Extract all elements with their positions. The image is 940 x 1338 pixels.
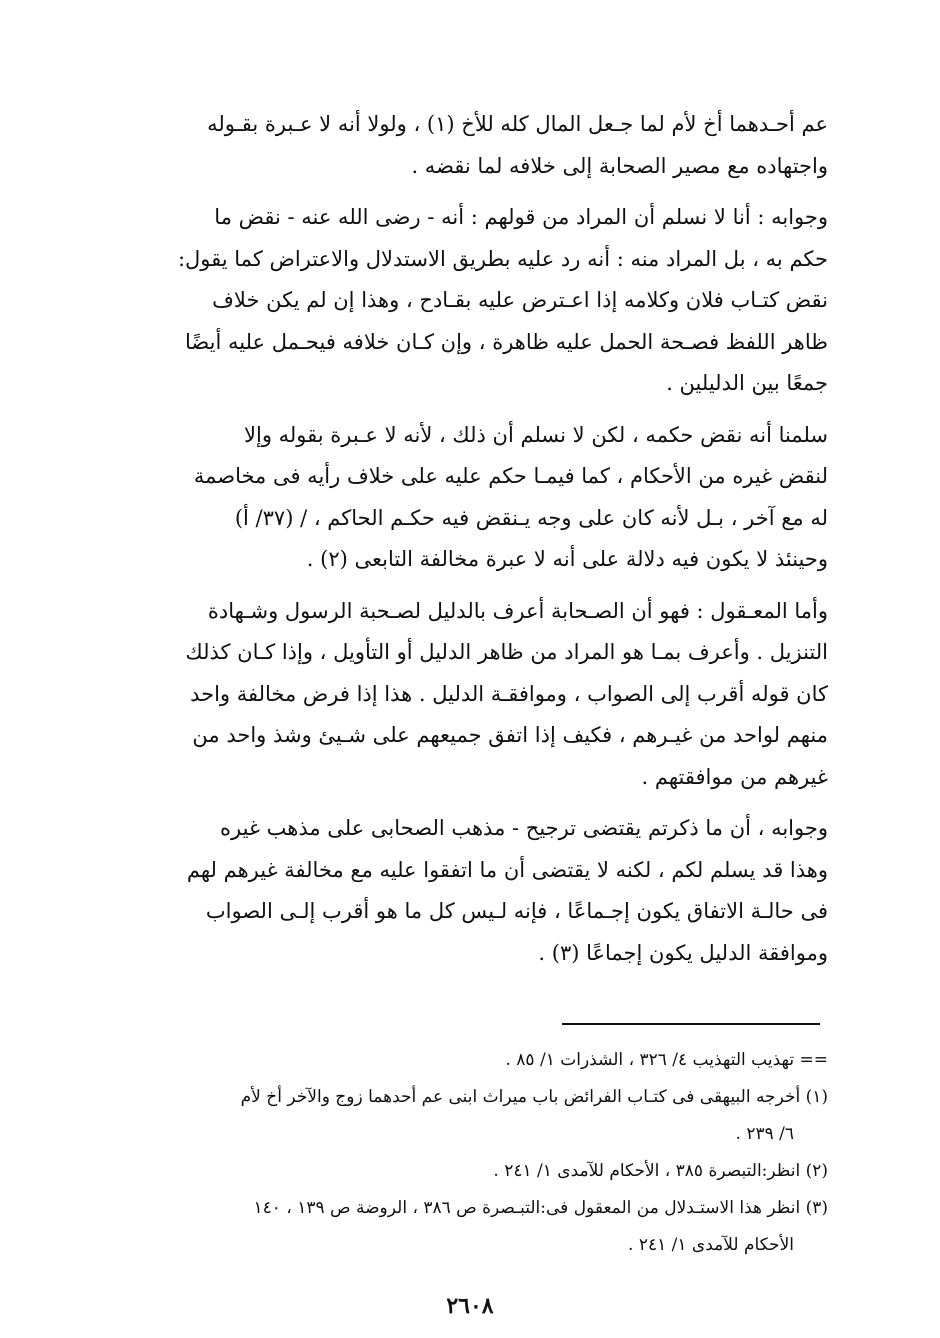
text-line: وجوابه : أنا لا نسلم أن المراد من قولهم : أنه - رضى الله عنه - نقض ما — [214, 205, 828, 229]
text-line: وموافقة الدليل يكون إجماعًا (٣) . — [538, 940, 828, 965]
text-line: وأما المعـقول : فهو أن الصـحابة أعرف بالدليل لصـحبة الرسول وشـهادة — [207, 598, 828, 623]
footnote-1-continued: ٦/ ٢٣٩ . — [735, 1124, 794, 1144]
main-text — [118, 104, 828, 984]
footnote-separator — [562, 1023, 820, 1025]
text-line: حكم به ، بل المراد منه : أنه رد عليه بطريق الاستدلال والاعتراض كما يقول: — [177, 246, 828, 271]
paragraph-3 — [118, 415, 828, 581]
footnotes — [112, 1042, 828, 1264]
text-line: ظاهر اللفظ فصـحة الحمل عليه ظاهرة ، وإن كـان خلافه فيحـمل عليه أيضًا — [185, 329, 828, 354]
text-line: التنزيل . وأعرف بمـا هو المراد من ظاهر الدليل أو التأويل ، وإذا كـان كذلك — [185, 640, 828, 664]
text-line: سلمنا أنه نقض حكمه ، لكن لا نسلم أن ذلك ، لأنه لا عـبرة بقوله وإلا — [244, 422, 828, 447]
footnote-continuation: == تهذيب التهذيب ٤/ ٣٢٦ ، الشذرات ١/ ٨٥ . — [505, 1050, 828, 1070]
footnote-2: (٢) انظر:التبصرة ٣٨٥ ، الأحكام للآمدى ١/ ٢٤١ . — [493, 1161, 828, 1181]
page-number: ٢٦٠٨ — [446, 1293, 494, 1319]
text-line: فى حالـة الاتفاق يكون إجـماعًا ، فإنه لـيس كل ما هو أقرب إلـى الصواب — [205, 899, 828, 923]
text-line: لنقض غيره من الأحكام ، كما فيمـا حكم عليه على خلاف رأيه فى مخاصمة — [193, 464, 828, 488]
footnote-3: (٣) انظر هذا الاستـدلال من المعقول فى:التبـصرة ص ٣٨٦ ، الروضة ص ١٣٩ ، ١٤٠ — [253, 1198, 828, 1218]
text-line: وجوابه ، أن ما ذكرتم يقتضى ترجيح - مذهب الصحابى على مذهب غيره — [220, 816, 828, 840]
text-line: عم أحـدهما أخ لأم لما جـعل المال كله للأخ (١) ، ولولا أنه لا عـبرة بقـوله — [207, 112, 828, 136]
text-line: له مع آخر ، بـل لأنه كان على وجه يـنقض فيه حكـم الحاكم ، / (٣٧/ أ) — [234, 505, 828, 530]
text-line: كان قوله أقرب إلى الصواب ، وموافقـة الدليل . هذا إذا فرض مخالفة واحد — [190, 681, 828, 706]
text-line: واجتهاده مع مصير الصحابة إلى خلافه لما نقضه . — [411, 153, 828, 178]
text-line: نقض كتـاب فلان وكلامه إذا اعـترض عليه بقـادح ، وهذا إن لم يكن خلاف — [212, 288, 828, 312]
paragraph-2 — [118, 197, 828, 405]
text-line: غيرهم من موافقتهم . — [641, 764, 828, 789]
footnote-3-continued: الأحكام للآمدى ١/ ٢٤١ . — [628, 1235, 794, 1255]
paragraph-5 — [118, 808, 828, 974]
paragraph-4 — [118, 591, 828, 799]
text-line: وحينئذ لا يكون فيه دلالة على أنه لا عبرة مخالفة التابعى (٢) . — [306, 547, 828, 571]
paragraph-1 — [118, 104, 828, 187]
footnote-1: (١) أخرجه البيهقى فى كتـاب الفرائض باب ميراث ابنى عم أحدهما زوج والآخر أخ لأم — [240, 1087, 828, 1107]
text-line: منهم لواحد من غيـرهم ، فكيف إذا اتفق جميعهم على شـيئ وشذ واحد من — [192, 723, 828, 747]
text-line: جمعًا بين الدليلين . — [666, 371, 828, 395]
text-line: وهذا قد يسلم لكم ، لكنه لا يقتضى أن ما اتفقوا عليه مع مخالفة غيرهم لهم — [186, 857, 828, 882]
